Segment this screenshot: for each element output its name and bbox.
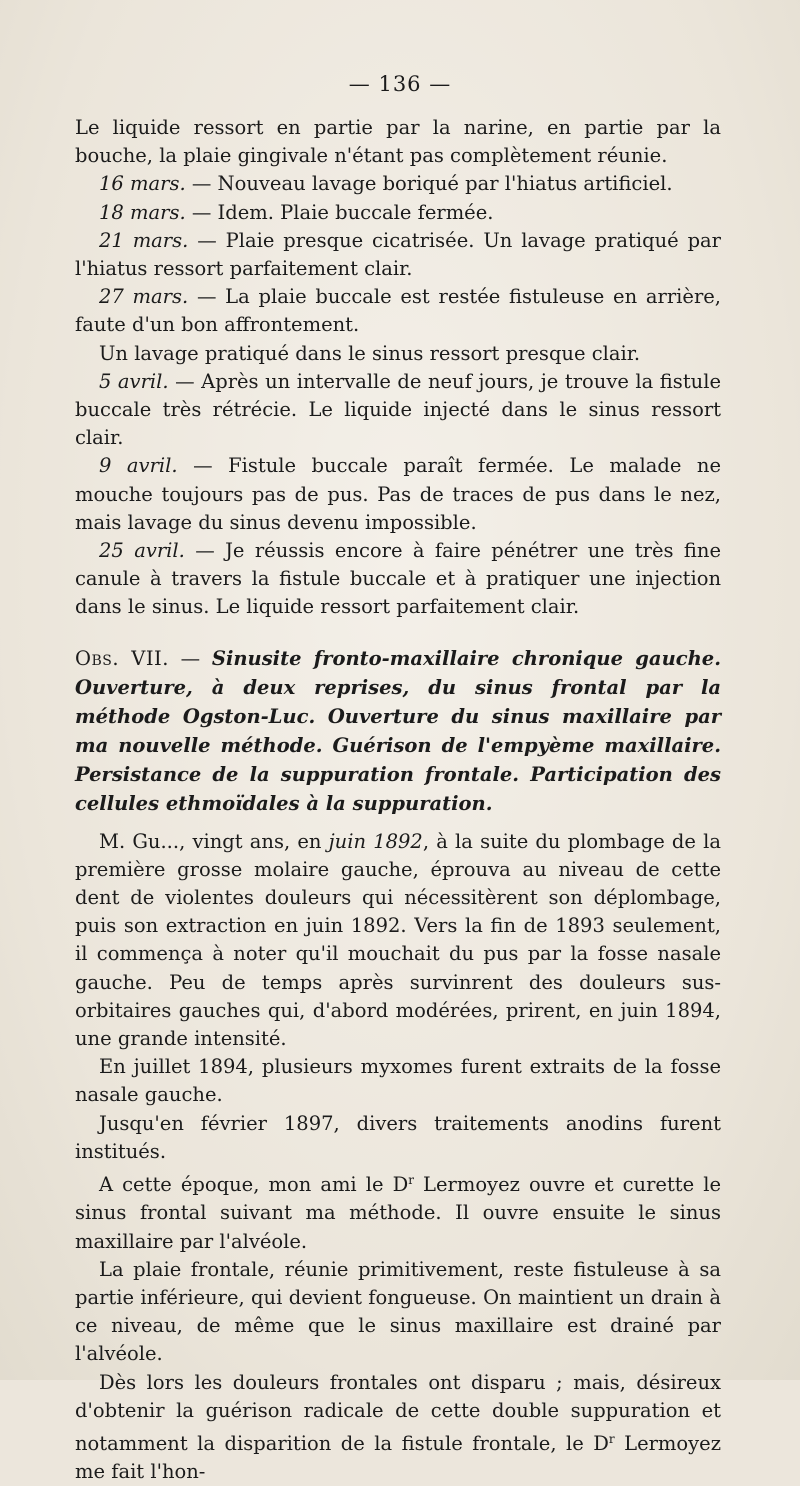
case-text: , à la suite du plombage de la première grosse molaire gauche, éprouva au niveau de cette dent de violentes douleurs qui nécessitèrent son déplombage, puis son extraction en juin 1892. Vers la fin de 1893 seulement, il commença à noter qu'il mouchait du pus par la fosse nasale gauche. Peu de temps après survinrent des douleurs sus-orbitaires gauches qui, d'abord modérées, prirent, en juin 1894, une grande intensité.: [75, 829, 721, 1051]
journal-entry: [75, 199, 721, 227]
entry-text: — Fistule buccale paraît fermée. Le malade ne mouche toujours pas de pus. Pas de traces de pus dans le nez, mais lavage du sinus devenu impossible.: [75, 454, 721, 534]
page-number: — 136 —: [348, 72, 452, 96]
case-paragraph: Jusqu'en février 1897, divers traitements anodins furent institués.: [75, 1111, 721, 1163]
entry-date: 25 avril.: [99, 539, 185, 563]
observation-title: Sinusite fronto-maxillaire chronique gauche. Ouverture, à deux reprises, du sinus frontal par la méthode Ogston-Luc. Ouverture du sinus maxillaire par ma nouvelle méthode. Guérison de l'empyème maxillaire. Persistance de la suppuration frontale. Participation des cellules ethmoïdales à la suppuration.: [75, 646, 721, 815]
body-text: [75, 114, 721, 1486]
observation-heading: [75, 644, 721, 818]
entry-date: 9 avril.: [99, 454, 178, 478]
entry-text: — Plaie presque cicatrisée. Un lavage pratiqué par l'hiatus ressort parfaitement clair.: [75, 228, 722, 281]
journal-entry: [75, 170, 721, 198]
journal-entry: [75, 227, 721, 283]
entry-date: 21 mars.: [99, 228, 189, 252]
superscript: r: [608, 1431, 615, 1446]
observation-dash: —: [168, 646, 212, 670]
case-text: Lermoyez me fait l'hon-: [75, 1431, 721, 1484]
observation-label: Obs. VII.: [75, 646, 169, 670]
journal-entry: [75, 368, 721, 453]
entry-text: — Idem. Plaie buccale fermée.: [185, 200, 494, 224]
journal-entry: [75, 452, 721, 537]
case-text: Dès lors les douleurs frontales ont disparu ; mais, désireux d'obtenir la guérison radicale de cette double suppuration et notamment la disparition de la fistule frontale, le D: [75, 1370, 721, 1455]
intro-paragraph: Le liquide ressort en partie par la narine, en partie par la bouche, la plaie gingivale n'étant pas complètement réunie.: [75, 116, 721, 168]
entry-date: 16 mars.: [99, 172, 186, 196]
case-paragraph: [75, 1166, 721, 1256]
case-paragraph: La plaie frontale, réunie primitivement, reste fistuleuse à sa partie inférieure, qui devient fongueuse. On maintient un drain à ce niveau, de même que le sinus maxillaire est drainé par l'alvéole.: [75, 1257, 721, 1366]
lavage-note: Un lavage pratiqué dans le sinus ressort presque clair.: [99, 341, 641, 365]
case-text: M. Gu..., vingt ans, en: [99, 829, 329, 853]
journal-entry: [75, 283, 721, 339]
entry-date: 5 avril.: [99, 369, 169, 393]
entry-date: 18 mars.: [99, 200, 186, 224]
case-paragraph: [75, 1369, 721, 1486]
case-paragraph: En juillet 1894, plusieurs myxomes furent extraits de la fosse nasale gauche.: [75, 1055, 721, 1107]
entry-text: — Je réussis encore à faire pénétrer une très fine canule à travers la fistule buccale et à pratiquer une injection dans le sinus. Le liquide ressort parfaitement clair.: [75, 539, 721, 619]
case-text: Lermoyez ouvre et curette le sinus frontal suivant ma méthode. Il ouvre ensuite le sinus maxillaire par l'alvéole.: [75, 1173, 721, 1253]
case-text: A cette époque, mon ami le D: [99, 1173, 409, 1197]
entry-text: — Nouveau lavage boriqué par l'hiatus artificiel.: [185, 172, 673, 196]
case-paragraph: [75, 828, 721, 1054]
superscript: r: [408, 1173, 414, 1188]
entry-date: 27 mars.: [99, 285, 189, 309]
entry-text: — La plaie buccale est restée fistuleuse en arrière, faute d'un bon affrontement.: [75, 285, 722, 337]
entry-text: — Après un intervalle de neuf jours, je trouve la fistule buccale très rétrécie. Le liquide injecté dans le sinus ressort clair.: [75, 369, 721, 450]
journal-entry: [75, 537, 721, 622]
case-date: juin 1892: [328, 829, 423, 853]
